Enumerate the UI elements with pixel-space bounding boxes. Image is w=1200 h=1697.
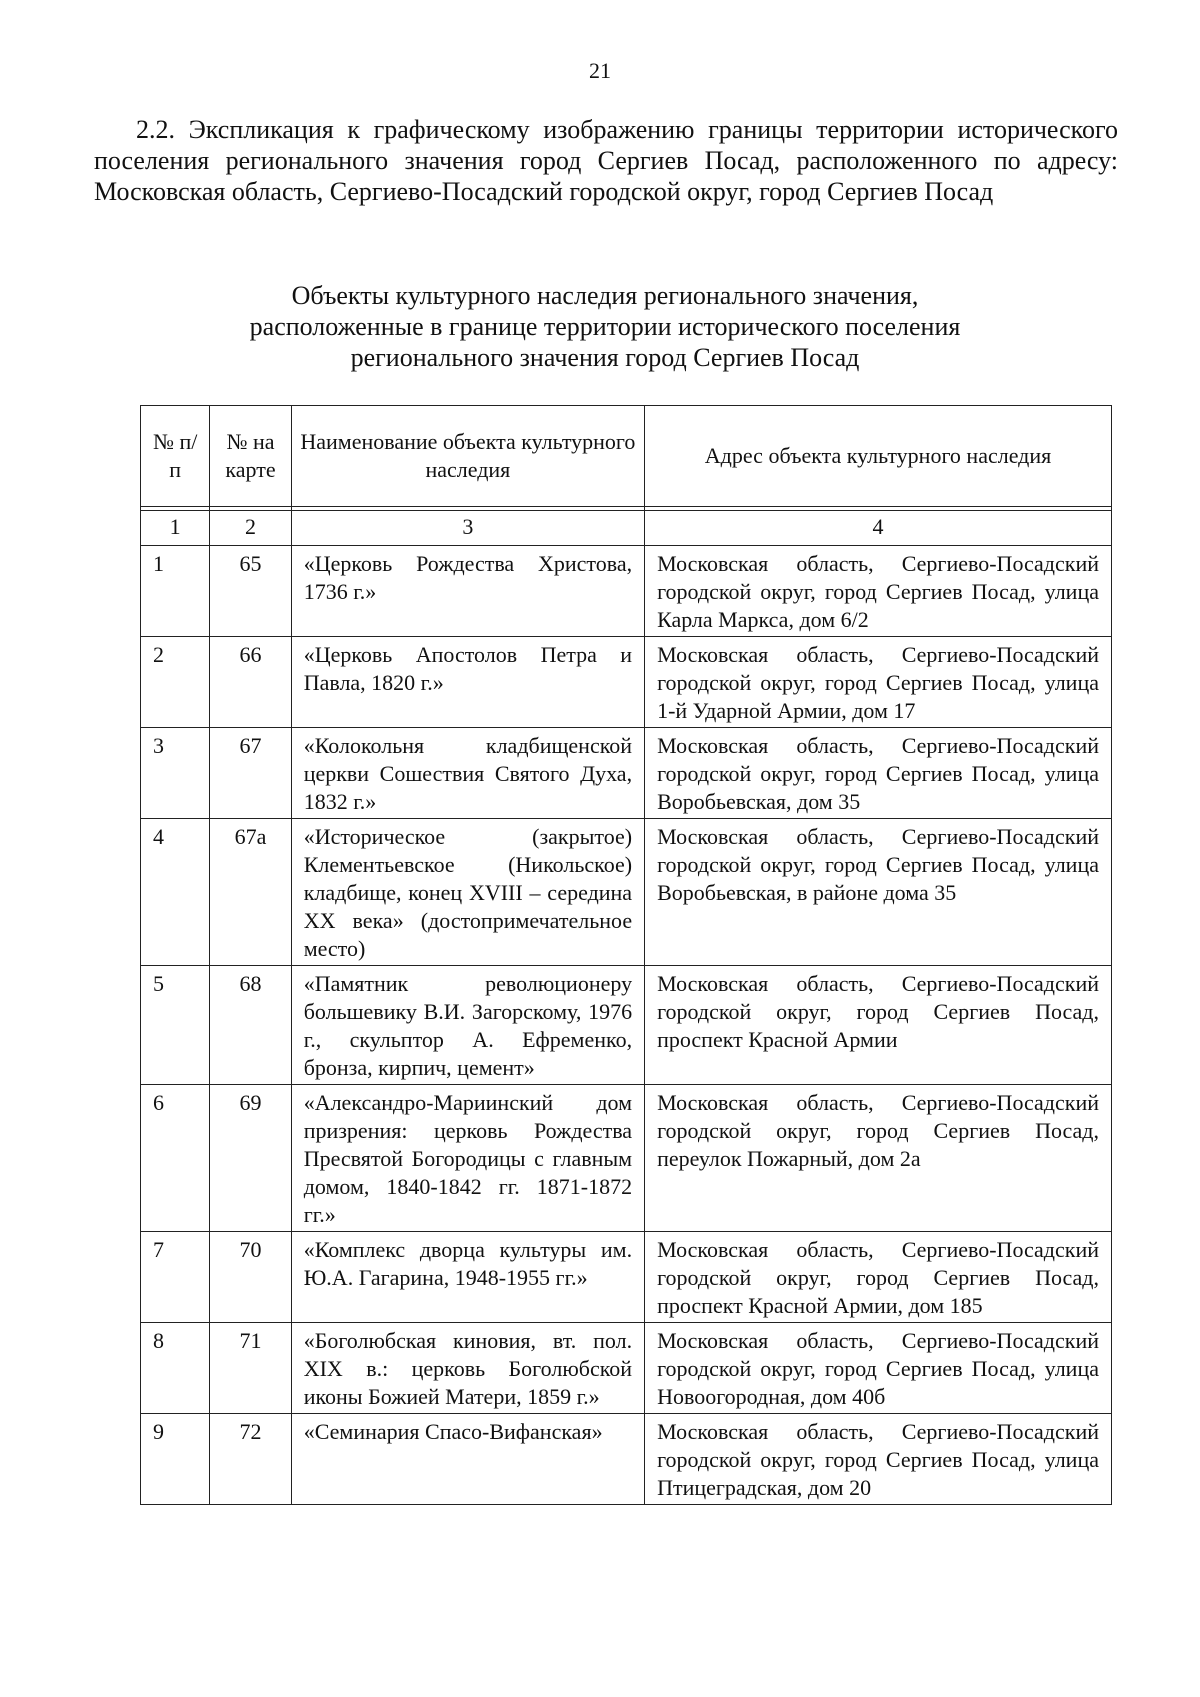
row-number: 8 <box>141 1323 210 1414</box>
row-map-number: 67 <box>210 728 291 819</box>
table-heading-line-3: регионального значения город Сергиев Посад <box>350 343 860 372</box>
row-object-address: Московская область, Сергиево-Посадский городской округ, город Сергиев Посад, улица Новоогородная, дом 40б <box>645 1323 1112 1414</box>
header-object-name: Наименование объекта культурного наследия <box>291 406 644 507</box>
row-number: 1 <box>141 546 210 637</box>
row-map-number: 69 <box>210 1085 291 1232</box>
row-object-name: «Семинария Спасо-Вифанская» <box>291 1414 644 1505</box>
row-map-number: 66 <box>210 637 291 728</box>
row-object-address: Московская область, Сергиево-Посадский городской округ, город Сергиев Посад, улица Птицеградская, дом 20 <box>645 1414 1112 1505</box>
row-object-name: «Колокольня кладбищенской церкви Сошествия Святого Духа, 1832 г.» <box>291 728 644 819</box>
row-object-address: Московская область, Сергиево-Посадский городской округ, город Сергиев Посад, улица 1-й Ударной Армии, дом 17 <box>645 637 1112 728</box>
row-object-name: «Комплекс дворца культуры им. Ю.А. Гагарина, 1948-1955 гг.» <box>291 1232 644 1323</box>
row-map-number: 65 <box>210 546 291 637</box>
row-object-name: «Памятник революционеру большевику В.И. Загорскому, 1976 г., скульптор А. Ефременко, бронза, кирпич, цемент» <box>291 966 644 1085</box>
table-row <box>141 546 1112 637</box>
table-row <box>141 1323 1112 1414</box>
row-map-number: 72 <box>210 1414 291 1505</box>
row-object-address: Московская область, Сергиево-Посадский городской округ, город Сергиев Посад, улица Воробьевская, в районе дома 35 <box>645 819 1112 966</box>
row-object-address: Московская область, Сергиево-Посадский городской округ, город Сергиев Посад, улица Карла Маркса, дом 6/2 <box>645 546 1112 637</box>
row-map-number: 68 <box>210 966 291 1085</box>
table-row <box>141 819 1112 966</box>
row-object-name: «Боголюбская киновия, вт. пол. XIX в.: церковь Боголюбской иконы Божией Матери, 1859 г.» <box>291 1323 644 1414</box>
row-object-name: «Церковь Апостолов Петра и Павла, 1820 г.» <box>291 637 644 728</box>
row-object-address: Московская область, Сергиево-Посадский городской округ, город Сергиев Посад, проспект Красной Армии <box>645 966 1112 1085</box>
row-object-name: «Александро-Мариинский дом призрения: церковь Рождества Пресвятой Богородицы с главным домом, 1840-1842 гг. 1871-1872 гг.» <box>291 1085 644 1232</box>
row-number: 7 <box>141 1232 210 1323</box>
row-map-number: 71 <box>210 1323 291 1414</box>
row-number: 4 <box>141 819 210 966</box>
table-header-row <box>141 406 1112 507</box>
row-number: 6 <box>141 1085 210 1232</box>
row-object-address: Московская область, Сергиево-Посадский городской округ, город Сергиев Посад, переулок Пожарный, дом 2а <box>645 1085 1112 1232</box>
table-body <box>141 507 1112 1505</box>
table-row <box>141 1232 1112 1323</box>
row-number: 9 <box>141 1414 210 1505</box>
table-heading-line-2: расположенные в границе территории исторического поселения <box>249 312 961 341</box>
table-row <box>141 637 1112 728</box>
section-intro: 2.2. Экспликация к графическому изображению границы территории исторического поселения регионального значения город Сергиев Посад, расположенного по адресу: Московская область, Сергиево-Посадский городской округ, город Сергиев Посад <box>94 115 1118 206</box>
row-number: 5 <box>141 966 210 1085</box>
column-number: 1 <box>141 511 210 546</box>
header-num: № п/п <box>141 406 210 507</box>
table-row <box>141 1414 1112 1505</box>
row-map-number: 70 <box>210 1232 291 1323</box>
table-row <box>141 966 1112 1085</box>
header-map-number: № на карте <box>210 406 291 507</box>
column-number: 2 <box>210 511 291 546</box>
table-row <box>141 1085 1112 1232</box>
row-number: 2 <box>141 637 210 728</box>
row-object-name: «Церковь Рождества Христова, 1736 г.» <box>291 546 644 637</box>
page-number: 21 <box>589 58 611 83</box>
heritage-objects-table <box>140 405 1112 1505</box>
header-object-address: Адрес объекта культурного наследия <box>645 406 1112 507</box>
row-number: 3 <box>141 728 210 819</box>
table-row <box>141 728 1112 819</box>
row-object-address: Московская область, Сергиево-Посадский городской округ, город Сергиев Посад, улица Воробьевская, дом 35 <box>645 728 1112 819</box>
table-heading <box>140 280 1070 373</box>
row-map-number: 67а <box>210 819 291 966</box>
table-heading-line-1: Объекты культурного наследия регионального значения, <box>291 281 919 310</box>
column-number: 4 <box>645 511 1112 546</box>
column-number-row <box>141 511 1112 546</box>
row-object-name: «Историческое (закрытое) Клементьевское (Никольское) кладбище, конец XVIII – середина XX века» (достопримечательное место) <box>291 819 644 966</box>
column-number: 3 <box>291 511 644 546</box>
row-object-address: Московская область, Сергиево-Посадский городской округ, город Сергиев Посад, проспект Красной Армии, дом 185 <box>645 1232 1112 1323</box>
